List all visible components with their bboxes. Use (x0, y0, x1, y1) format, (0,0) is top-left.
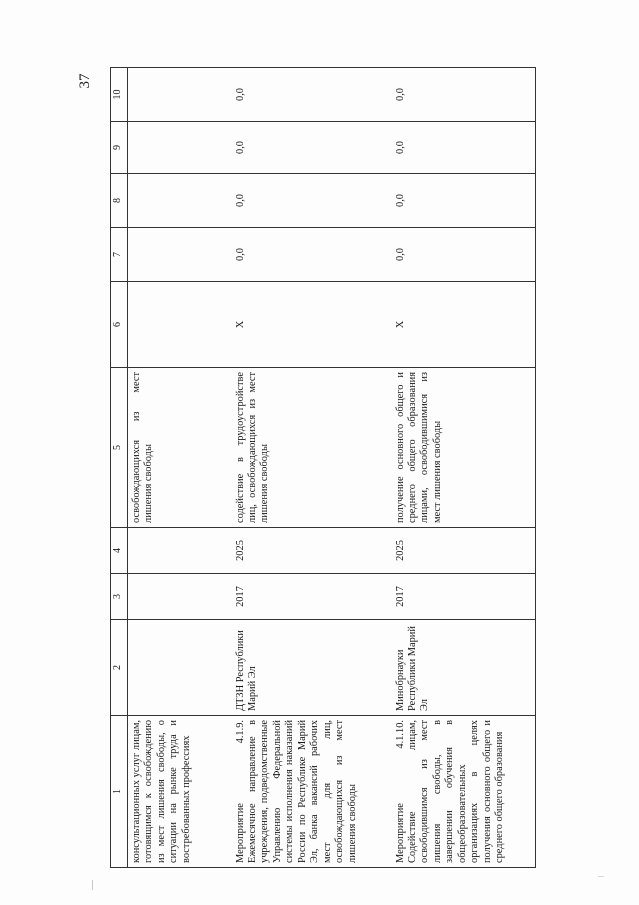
scan-artifact (92, 880, 93, 890)
start-year-cell (128, 574, 232, 620)
start-year-cell: 2017 (392, 574, 536, 620)
column-7-value-cell (128, 228, 232, 282)
column-6-cell: X (392, 282, 536, 368)
activity-description-cell: консультационных услуг лицам, готовящимся к освобождению из мест лишения свободы, о ситуации на рынке труда и востребованных профессиях (128, 716, 232, 868)
table-row (392, 68, 536, 868)
responsible-executor-cell: ДТЗН Республики Марий Эл (232, 620, 392, 716)
column-6-cell (128, 282, 232, 368)
column-9-value-cell: 0,0 (392, 122, 536, 174)
column-8-value-cell (128, 174, 232, 228)
table-row (128, 68, 232, 868)
column-8-value-cell: 0,0 (392, 174, 536, 228)
page-number: 37 (77, 73, 93, 89)
column-7-value-cell: 0,0 (232, 228, 392, 282)
column-header: 1 (111, 716, 128, 868)
program-activities-table (110, 67, 536, 868)
responsible-executor-cell: Минобрнауки Республики Марий Эл (392, 620, 536, 716)
column-header: 2 (111, 620, 128, 716)
column-header: 4 (111, 528, 128, 574)
end-year-cell: 2025 (392, 528, 536, 574)
table-header-row (111, 68, 128, 868)
start-year-cell: 2017 (232, 574, 392, 620)
end-year-cell: 2025 (232, 528, 392, 574)
column-10-value-cell (128, 68, 232, 122)
column-8-value-cell: 0,0 (232, 174, 392, 228)
column-7-value-cell: 0,0 (392, 228, 536, 282)
scan-artifact (598, 876, 604, 877)
column-header: 10 (111, 68, 128, 122)
column-10-value-cell: 0,0 (232, 68, 392, 122)
column-9-value-cell: 0,0 (232, 122, 392, 174)
column-header: 7 (111, 228, 128, 282)
column-header: 5 (111, 368, 128, 528)
expected-result-cell: освобождающихся из мест лишения свободы (128, 368, 232, 528)
column-10-value-cell: 0,0 (392, 68, 536, 122)
column-header: 8 (111, 174, 128, 228)
responsible-executor-cell (128, 620, 232, 716)
rotated-table-area (110, 68, 630, 868)
expected-result-cell: получение основного общего и среднего общего образования лицами, освободившимися из мест лишения свободы (392, 368, 536, 528)
column-9-value-cell (128, 122, 232, 174)
column-header: 3 (111, 574, 128, 620)
end-year-cell (128, 528, 232, 574)
column-6-cell: X (232, 282, 392, 368)
table-row (232, 68, 392, 868)
column-header: 6 (111, 282, 128, 368)
activity-description-cell: Мероприятие 4.1.9. Ежемесячное направление в учреждения, подведомственные Управлению Федеральной системы исполнения наказаний России по Республике Марий Эл, банка вакансий рабочих мест для лиц, освобождающихся из мест лишения свободы (232, 716, 392, 868)
activity-description-cell: Мероприятие 4.1.10. Содействие лицам, освободившимся из мест лишения свободы, в завершении обучения в общеобразовательных организациях в целях получения основного общего и среднего общего образования (392, 716, 536, 868)
column-header: 9 (111, 122, 128, 174)
expected-result-cell: содействие в трудоустройстве лиц, освобождающихся из мест лишения свободы (232, 368, 392, 528)
